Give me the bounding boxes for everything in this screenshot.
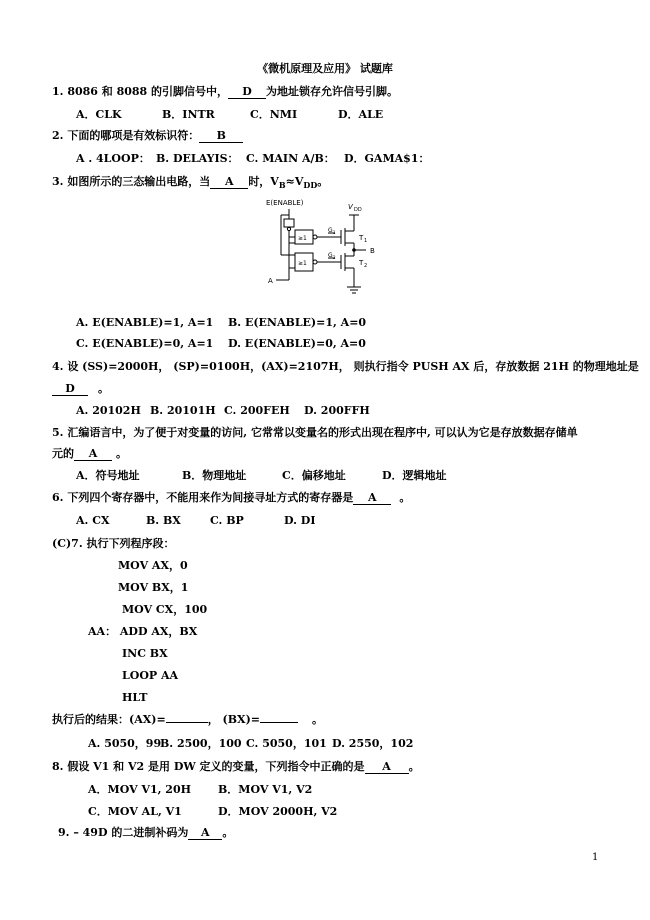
option-d: D．ALE (338, 108, 384, 121)
code-line-7: HLT (122, 691, 148, 704)
question-3 (52, 175, 328, 192)
question-4-answer: D (52, 383, 88, 396)
vdd-label: V (348, 203, 353, 211)
question-5-answer: A (74, 448, 112, 461)
option-a: A．MOV V1, 20H (88, 783, 192, 796)
code-line-3: MOV CX，100 (122, 603, 208, 616)
option-b: B. DELAYIS： (156, 152, 239, 165)
question-3-end: 。 (317, 175, 329, 188)
question-8-options-row-1 (88, 783, 312, 797)
question-9-answer: A (188, 827, 222, 840)
option-b: B．INTR (162, 108, 215, 121)
option-b: B. BX (146, 514, 181, 527)
option-d: D. E(ENABLE)=0, A=0 (228, 337, 366, 350)
option-b: B．物理地址 (182, 469, 247, 482)
output-node-dot (352, 248, 356, 252)
question-4: 4. 设 (SS)=2000H， (SP)=0100H，(AX)=2107H， 则执行指令 PUSH AX 后，存放数据 21H 的物理地址是 (52, 360, 639, 373)
g1-label: G (328, 227, 333, 234)
option-d: D. 2550，102 (332, 737, 414, 750)
question-9-suffix: 。 (222, 826, 234, 839)
result-ax-blank (166, 722, 208, 723)
option-c: C．MOV AL, V1 (88, 805, 182, 818)
option-d: D．逻辑地址 (382, 469, 447, 482)
result-bx-blank (260, 722, 298, 723)
question-6-options (76, 514, 316, 528)
question-1-answer: D (228, 86, 266, 99)
gate-1-symbol: ≥1 (298, 235, 307, 242)
option-a: A. 5050，99 (88, 737, 162, 750)
option-c: C. 5050，101 (246, 737, 327, 750)
question-1-suffix: 为地址锁存允许信号引脚。 (266, 85, 399, 98)
question-7: (C)7. 执行下列程序段： (52, 537, 175, 550)
option-a: A. E(ENABLE)=1, A=1 (76, 316, 214, 329)
option-c: C. BP (210, 514, 244, 527)
question-5-text-2: 元的 (52, 447, 74, 460)
code-line-5: INC BX (122, 647, 168, 660)
question-5: 5. 汇编语言中，为了便于对变量的访问, 它常常以变量名的形式出现在程序中, 可以认为它是存放数据存储单 (52, 426, 578, 439)
question-4-options (76, 404, 370, 418)
option-a: A．符号地址 (76, 469, 140, 482)
question-8-text: 8. 假设 V1 和 V2 是用 DW 定义的变量，下列指令中正确的是 (52, 760, 365, 773)
g1-sub-label: 1 (333, 230, 336, 235)
question-4-suffix: 。 (98, 382, 109, 395)
question-3-answer: A (210, 176, 248, 189)
question-2-answer: B (199, 130, 243, 143)
option-a: A. 20102H (76, 404, 141, 417)
option-a: A . 4LOOP： (76, 152, 150, 165)
question-1 (52, 85, 398, 99)
question-9-text: 9. – 49D 的二进制补码为 (58, 826, 189, 839)
question-2-options (76, 152, 430, 166)
subscript-dd: DD (303, 180, 318, 191)
option-c: C．偏移地址 (282, 469, 346, 482)
question-1-text: 1. 8086 和 8088 的引脚信号中， (52, 85, 229, 98)
approx-symbol: ≈V (285, 175, 304, 188)
option-c: C. MAIN A/B： (246, 152, 335, 165)
t1-label: T (359, 234, 364, 242)
t1-sub-label: 1 (364, 238, 368, 244)
question-3-text: 3. 如图所示的三态输出电路，当 (52, 175, 211, 188)
question-3-suffix: 时，V (248, 175, 279, 188)
option-d: D. DI (284, 514, 316, 527)
option-c: C．NMI (250, 108, 298, 121)
page-title: 《微机原理及应用》 试题库 (257, 62, 393, 75)
question-8-suffix: 。 (408, 760, 420, 773)
question-6-suffix: 。 (399, 491, 411, 504)
option-b: B. 2500，100 (160, 737, 242, 750)
question-4-answer-line (52, 382, 109, 396)
code-line-2: MOV BX，1 (118, 581, 189, 594)
question-6-text: 6. 下列四个寄存器中，不能用来作为间接寻址方式的寄存器是 (52, 491, 354, 504)
result-bx-label: ， (BX)= (207, 713, 260, 726)
subscript-b: B (278, 180, 286, 191)
result-end: 。 (312, 713, 323, 726)
code-line-4: AA： ADD AX，BX (88, 625, 198, 638)
question-8-options-row-2 (88, 805, 337, 819)
option-c: C. 200FEH (224, 404, 290, 417)
t2-label: T (359, 259, 364, 267)
t2-sub-label: 2 (364, 263, 368, 269)
vdd-sub-label: DD (354, 207, 362, 213)
question-7-options (88, 737, 413, 751)
page-number: 1 (592, 852, 599, 863)
question-8-answer: A (365, 761, 409, 774)
g2-sub-label: 2 (333, 255, 336, 260)
question-8 (52, 760, 420, 774)
option-a: A．CLK (76, 108, 122, 121)
question-1-options (76, 108, 383, 122)
question-7-result (52, 713, 323, 727)
question-2 (52, 129, 243, 143)
option-c: C. E(ENABLE)=0, A=1 (76, 337, 214, 350)
question-3-options-row-2 (76, 337, 366, 351)
option-d: D．GAMA$1： (344, 152, 430, 165)
enable-label: E(ENABLE) (266, 199, 304, 207)
option-b: B．MOV V1, V2 (218, 783, 313, 796)
question-5-suffix: 。 (116, 447, 127, 460)
input-a-label: A (268, 277, 273, 285)
option-d: D．MOV 2000H, V2 (218, 805, 338, 818)
option-b: B. E(ENABLE)=1, A=0 (228, 316, 367, 329)
result-ax-label: 执行后的结果：(AX)= (52, 713, 166, 726)
question-9 (58, 826, 233, 840)
question-6 (52, 491, 410, 505)
question-2-text: 2. 下面的哪项是有效标识符： (52, 129, 200, 142)
question-6-answer: A (353, 492, 391, 505)
option-d: D. 200FFH (304, 404, 370, 417)
output-b-label: B (370, 247, 375, 255)
question-5-answer-line (52, 447, 127, 461)
gate-2-symbol: ≥1 (298, 260, 307, 267)
code-line-1: MOV AX，0 (118, 559, 188, 572)
question-3-options-row-1 (76, 316, 366, 330)
question-5-options (76, 469, 447, 483)
option-a: A. CX (76, 514, 110, 527)
tristate-circuit-diagram (262, 193, 402, 303)
code-line-6: LOOP AA (122, 669, 179, 682)
g2-label: G (328, 252, 333, 259)
option-b: B. 20101H (150, 404, 216, 417)
